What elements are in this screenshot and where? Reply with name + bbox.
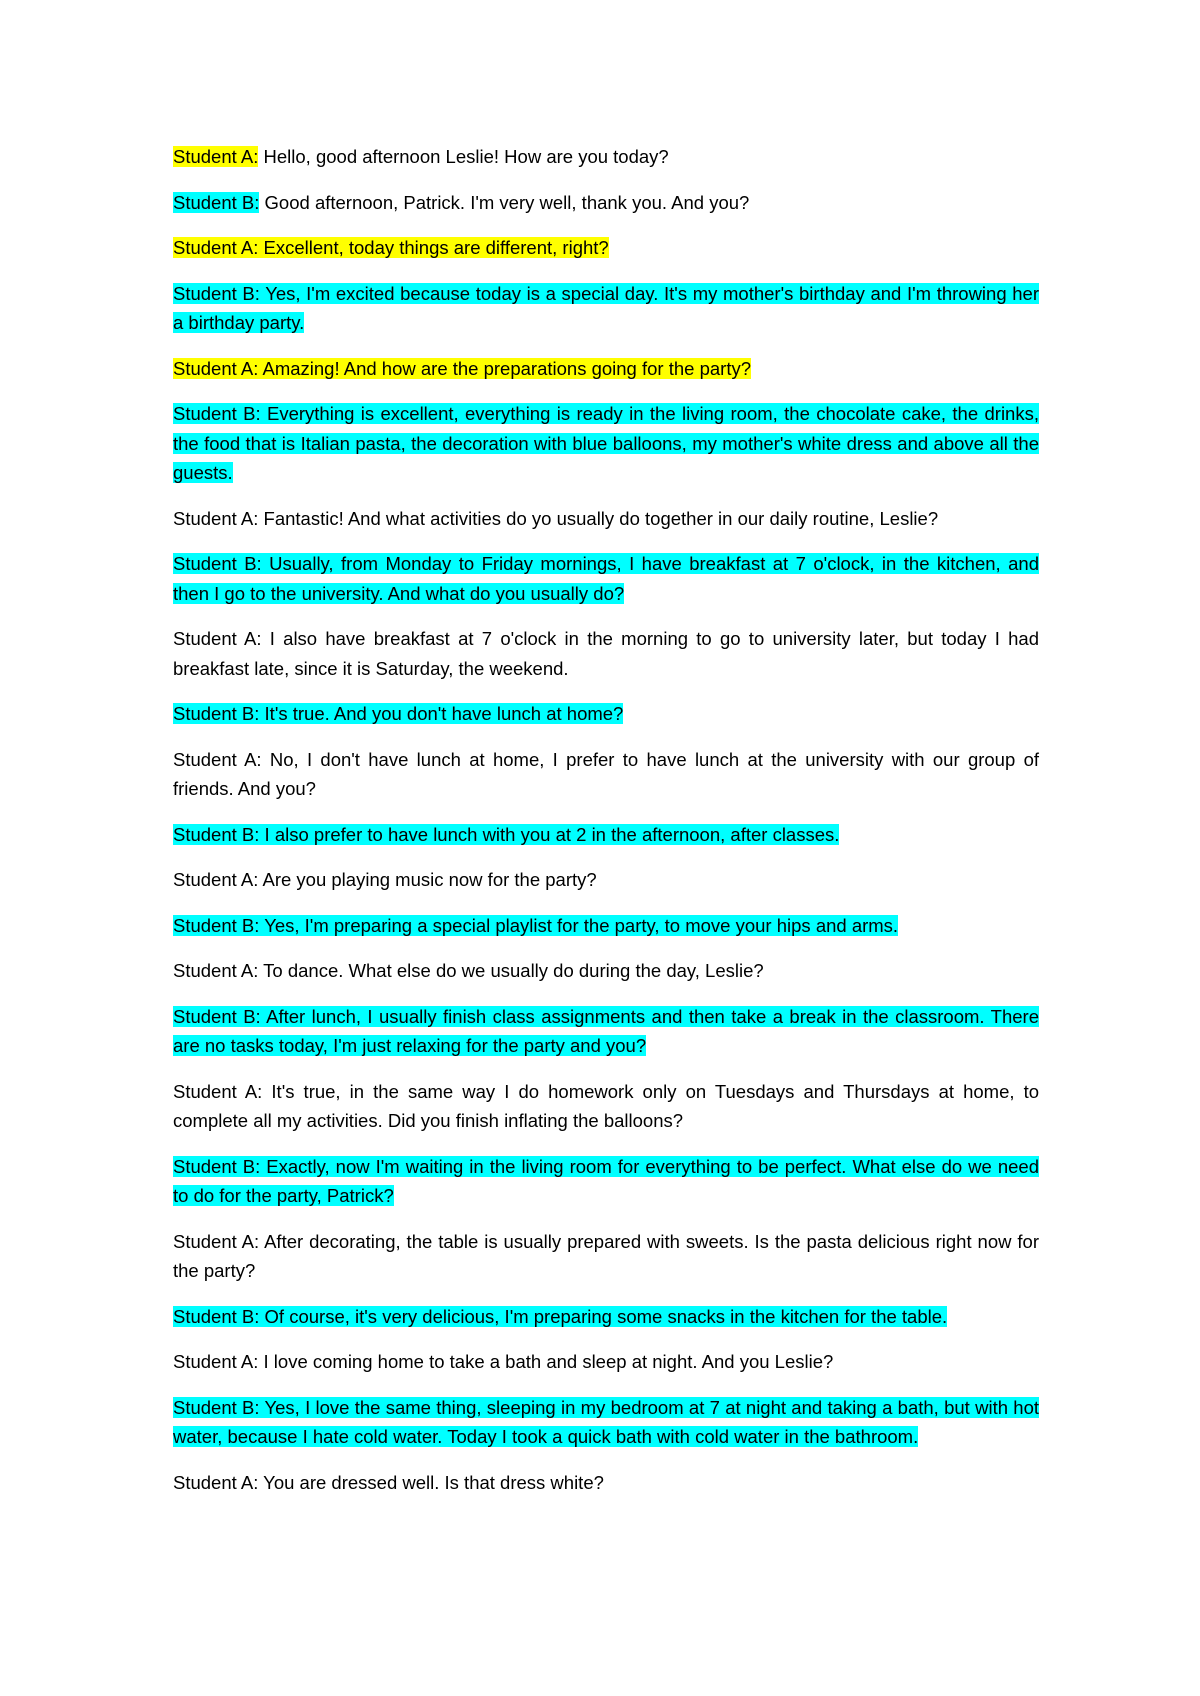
line-text: To dance. What else do we usually do during the day, Leslie?: [258, 960, 764, 981]
dialogue-line: [173, 504, 1039, 534]
speaker-label: Student A:: [173, 960, 259, 981]
speaker-label: Student A:: [173, 869, 259, 890]
dialogue-line: [173, 233, 1039, 263]
speaker-label: Student B:: [173, 282, 260, 304]
speaker-label: Student B:: [173, 1005, 261, 1027]
line-text: Good afternoon, Patrick. I'm very well, thank you. And you?: [259, 191, 750, 213]
line-text: Usually, from Monday to Friday mornings, I have breakfast at 7 o'clock, in the kitchen, and then I go to the university. And what do you usually do?: [173, 553, 1039, 604]
line-text: It's true. And you don't have lunch at home?: [259, 703, 624, 724]
speaker-label: Student A:: [173, 1230, 260, 1252]
highlighted-line: [173, 1156, 1039, 1207]
speaker-label: Student B:: [173, 703, 260, 724]
line-text: Yes, I love the same thing, sleeping in my bedroom at 7 at night and taking a bath, but with hot water, because I hate cold water. Today I took a quick bath with cold water in the bathroom.: [173, 1396, 1039, 1447]
highlighted-line: [173, 1006, 1039, 1057]
line-text: No, I don't have lunch at home, I prefer to have lunch at the university with our group of friends. And you?: [173, 748, 1040, 799]
line-text: Are you playing music now for the party?: [258, 869, 597, 890]
dialogue-line: [173, 399, 1039, 488]
dialogue-line: [173, 624, 1039, 683]
speaker-label: Student B:: [173, 1305, 260, 1327]
line-text: Amazing! And how are the preparations going for the party?: [258, 357, 751, 379]
dialogue-line: [173, 699, 1039, 729]
dialogue-line: [173, 1393, 1039, 1452]
line-text: After decorating, the table is usually prepared with sweets. Is the pasta delicious right now for the party?: [173, 1230, 1039, 1281]
dialogue-line: [173, 549, 1039, 608]
highlighted-line: [173, 1397, 1039, 1448]
dialogue-line: [173, 956, 1039, 986]
dialogue-line: [173, 279, 1039, 338]
speaker-label: Student B:: [173, 1396, 260, 1418]
dialogue-line: [173, 911, 1039, 941]
line-text: Yes, I'm excited because today is a special day. It's my mother's birthday and I'm throwing her a birthday party.: [173, 282, 1039, 333]
speaker-label: Student B:: [173, 1155, 261, 1177]
dialogue-line: [173, 142, 1039, 172]
highlighted-line: [173, 283, 1039, 334]
speaker-label: Student A:: [173, 1471, 259, 1493]
speaker-label: Student A:: [173, 1080, 263, 1102]
line-text: Fantastic! And what activities do yo usually do together in our daily routine, Leslie?: [258, 507, 939, 529]
line-text: Hello, good afternoon Leslie! How are you today?: [258, 146, 669, 167]
line-text: Yes, I'm preparing a special playlist for the party, to move your hips and arms.: [259, 914, 899, 936]
dialogue-line: [173, 1468, 1039, 1498]
highlighted-line: [173, 553, 1039, 604]
line-text: Of course, it's very delicious, I'm preparing some snacks in the kitchen for the table.: [259, 1305, 948, 1327]
line-text: Everything is excellent, everything is ready in the living room, the chocolate cake, the drinks, the food that is Italian pasta, the decoration with blue balloons, my mother's white dress and above all the guests.: [173, 403, 1039, 483]
highlighted-line: [173, 358, 751, 379]
dialogue-line: [173, 745, 1039, 804]
line-text: Exactly, now I'm waiting in the living room for everything to be perfect. What else do we need to do for the party, Patrick?: [173, 1155, 1039, 1206]
line-text: You are dressed well. Is that dress white?: [258, 1471, 604, 1493]
highlighted-line: [173, 237, 609, 258]
speaker-label: Student A:: [173, 1351, 259, 1372]
speaker-label: Student A:: [173, 507, 259, 529]
highlighted-line: [173, 403, 1039, 483]
line-text: It's true, in the same way I do homework only on Tuesdays and Thursdays at home, to complete all my activities. Did you finish inflating the balloons?: [173, 1080, 1040, 1131]
dialogue-line: [173, 1227, 1039, 1286]
speaker-label: Student B:: [173, 191, 260, 213]
highlighted-line: [173, 824, 839, 845]
dialogue-line: [173, 1347, 1039, 1377]
dialogue-line: [173, 188, 1039, 218]
highlighted-line: [173, 703, 623, 724]
highlighted-line: [173, 1306, 947, 1327]
line-text: I love coming home to take a bath and sleep at night. And you Leslie?: [258, 1351, 834, 1372]
speaker-label: Student B:: [173, 403, 261, 424]
speaker-label: Student B:: [173, 553, 262, 574]
dialogue-body: [173, 142, 1039, 1513]
dialogue-line: [173, 865, 1039, 895]
line-text: I also prefer to have lunch with you at 2 in the afternoon, after classes.: [259, 823, 840, 845]
dialogue-line: [173, 1002, 1039, 1061]
dialogue-line: [173, 1152, 1039, 1211]
speaker-label: Student A:: [173, 628, 262, 649]
speaker-label: Student A:: [173, 748, 262, 770]
speaker-label: Student A:: [173, 237, 259, 258]
highlighted-line: [173, 915, 898, 936]
speaker-label: Student B:: [173, 914, 260, 936]
dialogue-line: [173, 820, 1039, 850]
line-text: After lunch, I usually finish class assignments and then take a break in the classroom. There are no tasks today, I'm just relaxing for the party and you?: [173, 1005, 1039, 1056]
dialogue-line: [173, 1302, 1039, 1332]
speaker-label: Student B:: [173, 823, 260, 845]
dialogue-line: [173, 354, 1039, 384]
speaker-label: Student A:: [173, 146, 259, 167]
line-text: I also have breakfast at 7 o'clock in the morning to go to university later, but today I had breakfast late, since it is Saturday, the weekend.: [173, 628, 1040, 679]
speaker-label: Student A:: [173, 357, 259, 379]
dialogue-line: [173, 1077, 1039, 1136]
line-text: Excellent, today things are different, right?: [258, 237, 609, 258]
